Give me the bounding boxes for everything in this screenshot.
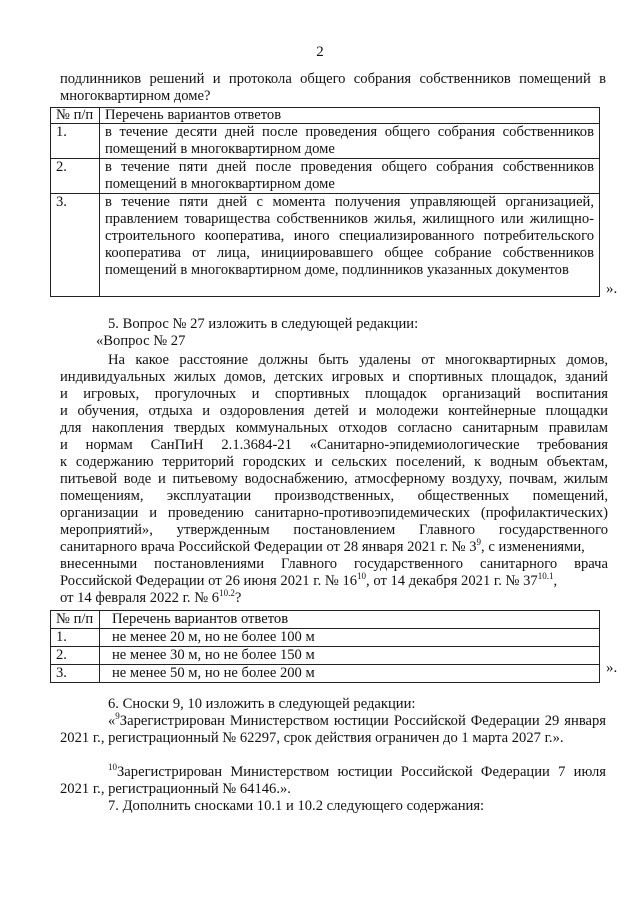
footnote-ref-10-1: 10.1 (537, 571, 554, 582)
question-line: и обучения, отдыха и оздоровления детей и молодежи контейнерные площадки (60, 403, 608, 419)
question-line: для накопления твердых коммунальных отходов согласно санитарным правилам (60, 420, 608, 436)
page-number: 2 (316, 44, 324, 60)
table-row (51, 629, 600, 647)
footnote-mark-10: 10 (108, 762, 117, 773)
question-line: от 14 февраля 2022 г. № $6^{10.2}$? (60, 588, 242, 606)
footnote-ref-10-2: 10.2 (219, 588, 235, 599)
header-options: Перечень вариантов ответов (100, 611, 600, 629)
row-text: в течение пяти дней с момента получения управляющей организацией, правлением товарищества собственников жилья, жилищного или жилищно-строительного кооператива, иного специализированного потребительского кооператива от лица, инициировавшего общее собрание собственников помещений в многоквартирном доме, подлинников указанных документов (100, 194, 600, 297)
row-text: не менее 30 м, но не более 150 м (100, 647, 600, 665)
footnote-mark-9: 9 (115, 711, 120, 722)
question-line: к содержанию территорий городских и сельских поселений, к водным объектам, (60, 454, 608, 470)
row-number: 3. (51, 194, 100, 297)
question-line: внесенными постановлениями Главного государственного санитарного врача (60, 556, 608, 572)
item-5: 5. Вопрос № 27 изложить в следующей редакции: (108, 316, 419, 332)
row-number: 3. (51, 665, 100, 683)
table2-closing-quote: ». (606, 660, 618, 676)
question-line: и нормам СанПиН 2.1.3684-21 «Санитарно-эпидемиологические требования (60, 437, 608, 453)
table-row (51, 665, 600, 683)
table-row (51, 159, 600, 194)
answer-options-table-1 (50, 107, 600, 297)
question-line: помещениям, эксплуатации производственных, общественных помещений, (60, 488, 608, 504)
question-line: и игровых, прогулочных и спортивных площадок организаций воспитания (60, 386, 608, 402)
question-line: индивидуальных жилых домов, детских игровых и спортивных площадок, зданий (60, 369, 608, 385)
table-row (51, 647, 600, 665)
question-line: Российской Федерации от 26 июня 2021 г. № $16^{10}$, от 14 декабря 2021 г. № $37^{10.1}$, (60, 571, 558, 589)
table-row (51, 194, 600, 297)
table1-closing-quote: ». (606, 281, 618, 297)
item-7: 7. Дополнить сносками 10.1 и 10.2 следующего содержания: (108, 798, 485, 814)
question-line: мероприятий», утвержденным постановлением Главного государственного (60, 522, 608, 538)
answer-options-table-2 (50, 610, 600, 683)
footnote-ref-9: 9 (476, 537, 482, 548)
table-header-row (51, 108, 600, 124)
footnote-10: $^{10}$Зарегистрирован Министерством юстиции Российской Федерации 7 июля 2021 г., регистрационный № 64146.». (60, 762, 606, 798)
intro-paragraph: подлинников решений и протокола общего собрания собственников помещений в многоквартирном доме? (60, 71, 606, 105)
row-text: в течение десяти дней после проведения общего собрания собственников помещений в многоквартирном доме (100, 124, 600, 159)
question-line: На какое расстояние должны быть удалены от многоквартирных домов, (108, 352, 608, 368)
header-number: № п/п (51, 611, 100, 629)
row-text: не менее 20 м, но не более 100 м (100, 629, 600, 647)
row-number: 2. (51, 159, 100, 194)
header-options: Перечень вариантов ответов (100, 108, 600, 124)
row-number: 1. (51, 629, 100, 647)
row-number: 1. (51, 124, 100, 159)
row-text: не менее 50 м, но не более 200 м (100, 665, 600, 683)
item-6: 6. Сноски 9, 10 изложить в следующей редакции: (108, 696, 416, 712)
footnote-ref-10: 10 (357, 571, 367, 582)
question-line: санитарного врача Российской Федерации от 28 января 2021 г. № $3^9$, с изменениями, (60, 537, 585, 555)
header-number: № п/п (51, 108, 100, 124)
question-line: организации и проведению санитарно-противоэпидемических (профилактических) (60, 505, 608, 521)
footnote-9: «$^9$Зарегистрирован Министерством юстиции Российской Федерации 29 января 2021 г., регистрационный № 62297, срок действия ограничен до 1 марта 2027 г.». (60, 711, 606, 747)
table-header-row (51, 611, 600, 629)
question-line: питьевой воде и питьевому водоснабжению, атмосферному воздуху, почвам, жилым (60, 471, 608, 487)
row-number: 2. (51, 647, 100, 665)
table-row (51, 124, 600, 159)
question-title: «Вопрос № 27 (96, 333, 186, 349)
row-text: в течение пяти дней после проведения общего собрания собственников помещений в многоквартирном доме (100, 159, 600, 194)
